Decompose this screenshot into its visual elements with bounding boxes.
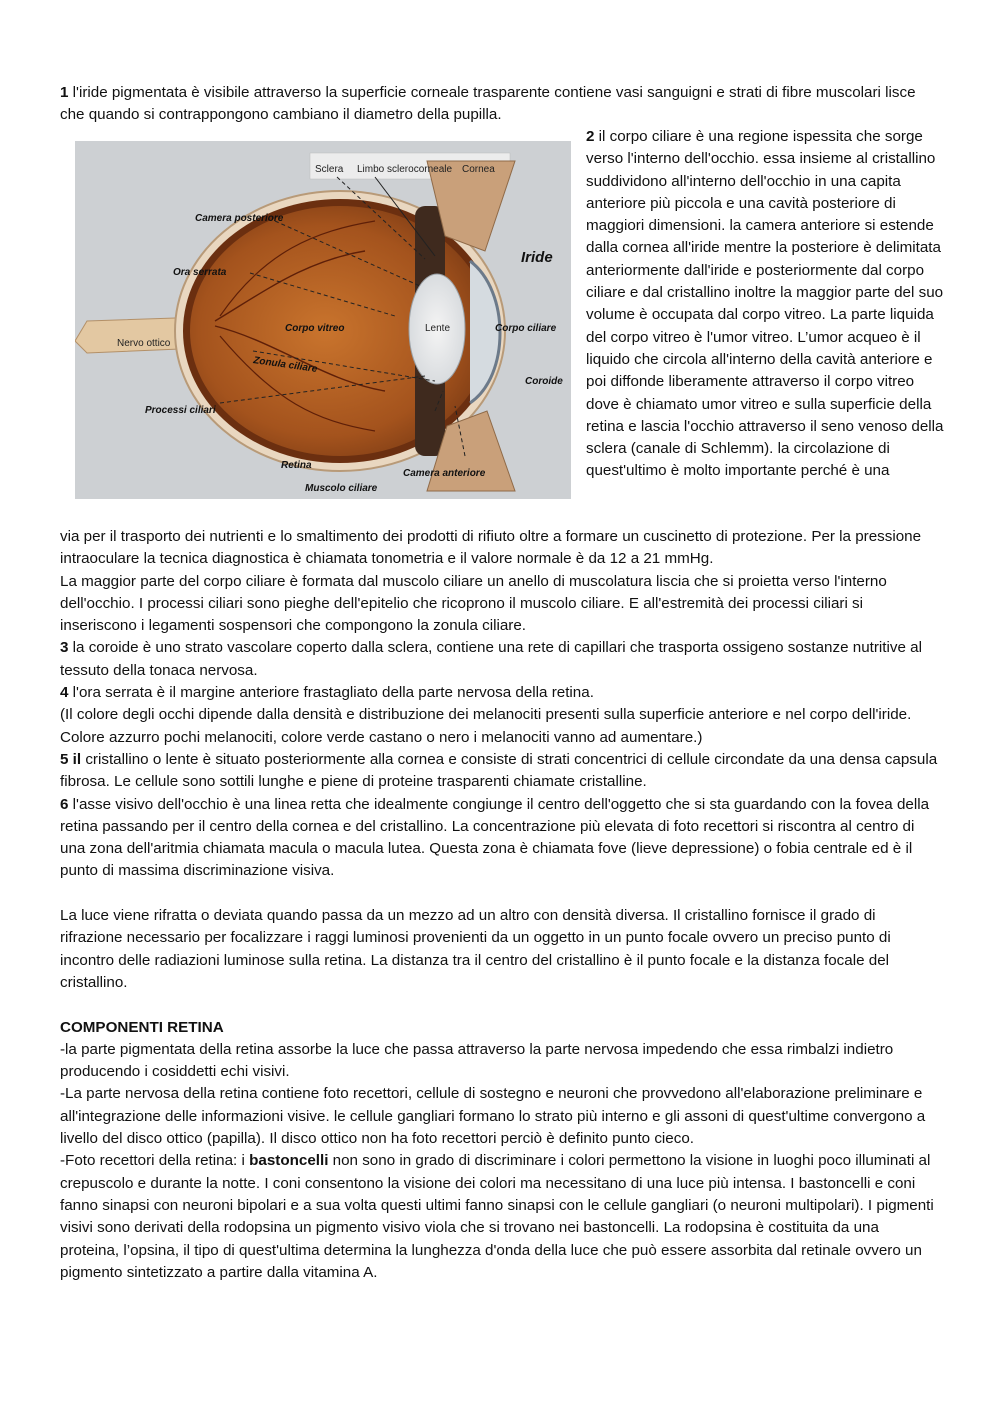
paragraph-1 — [60, 82, 940, 127]
paragraph-text: l'ora serrata è il margine anteriore frastagliato della parte nervosa della retina. — [68, 684, 594, 702]
label-coroide: Coroide — [525, 376, 563, 387]
retina-item-3-bold: bastoncelli — [249, 1152, 329, 1170]
label-cornea: Cornea — [462, 164, 495, 175]
retina-item-3-pre: -Foto recettori della retina: i — [60, 1152, 250, 1170]
body-text-block — [60, 526, 940, 1284]
label-camera-anteriore: Camera anteriore — [403, 468, 486, 479]
paragraph-7: La luce viene rifratta o deviata quando passa da un mezzo ad un altro con densità diversa. Il cristallino fornisce il grado di rifrazione necessario per focalizzare i raggi luminosi provenienti da un oggetto in un punto focale ovvero un preciso punto di incontro delle radiazioni luminose sulla retina. La distanza tra il centro del cristallino è il punto focale e la distanza focale del cristallino. — [60, 907, 891, 991]
retina-item-2: -La parte nervosa della retina contiene foto recettori, cellule di sostegno e neuroni che provvedono all'elaborazione preliminare e all'integrazione delle informazioni visive. le cellule gangliari formano lo strato più interno e gli assoni di quest'ultime convergono a livello del disco ottico (papilla). Il disco ottico non ha foto recettori perciò è definito punto cieco. — [60, 1085, 926, 1148]
paragraph-6 — [60, 794, 940, 883]
retina-item-3 — [60, 1150, 940, 1284]
paragraph-text: l'iride pigmentata è visibile attraverso la superficie corneale trasparente contiene vasi sanguigni e strati di fibre muscolari lisce che quando si contrappongono cambiano il diametro della pupilla. — [60, 84, 916, 124]
label-processi-ciliari: Processi ciliari — [145, 405, 216, 416]
retina-item-3-post: non sono in grado di discriminare i colori permettono la visione in luoghi poco illuminati al crepuscolo e durante la notte. I coni consentono la visione dei colori ma necessitano di una luce più intensa. I bastoncelli e coni fanno sinapsi con neuroni bipolari e a sua volta questi ultimi fanno sinapsi con le cellule gangliari (o neuroni multipolari). I pigmenti visivi sono derivati della rodopsina un pigmento visivo viola che si trovano nei bastoncelli. La rodopsina è costituita da una proteina, l’opsina, il tipo di quest'ultima determina la lunghezza d'onda della luce che può essere assorbita dal retinale ovvero un pigmento sintetizzato a partire dalla vitamina A. — [60, 1152, 934, 1281]
section-heading: COMPONENTI RETINA — [60, 1018, 224, 1036]
label-limbo: Limbo sclerocorneale — [357, 164, 453, 175]
label-iride: Iride — [521, 249, 553, 266]
label-corpo-vitreo: Corpo vitreo — [285, 323, 345, 334]
retina-item-1: -la parte pigmentata della retina assorbe la luce che passa attraverso la parte nervosa impedendo che essa rimbalzi indietro producendo i cosiddetti echi visivi. — [60, 1040, 894, 1081]
paragraph-number: 4 — [60, 684, 69, 702]
paragraph-number: 6 — [60, 795, 69, 813]
paragraph-5 — [60, 749, 940, 794]
paragraph-text: cristallino o lente è situato posteriormente alla cornea e consiste di strati concentrici di cellule circondate da una densa capsula fibrosa. Le cellule sono sottili lunghe e piene di proteine trasparenti chiamate cristalline. — [60, 750, 938, 791]
paragraph-text: la coroide è uno strato vascolare coperto dalla sclera, contiene una rete di capillari che trasporta ossigeno sostanze nutritive al tessuto della tonaca nervosa. — [60, 639, 922, 679]
paragraph-number: 3 — [60, 639, 69, 657]
label-zonula-ciliare: Zonula ciliare — [252, 355, 318, 375]
paragraph-number: 2 — [586, 128, 595, 145]
paragraph-4 — [60, 682, 940, 704]
paragraph-2-continued: via per il trasporto dei nutrienti e lo smaltimento dei prodotti di rifiuto oltre a formare un cuscinetto di protezione. Per la pressione intraoculare la tecnica diagnostica è chiamata tonometria e il valore normale è da 12 a 21 mmHg. — [60, 528, 922, 568]
paragraph-2-extra: La maggior parte del corpo ciliare è formata dal muscolo ciliare un anello di muscolatura liscia che si proietta verso l'interno dell'occhio. I processi ciliari sono pieghe dell'epitelio che ricoprono il muscolo ciliare. E all'estremità dei processi ciliari si inseriscono i legamenti sospensori che compongono la zonula ciliare. — [60, 572, 887, 635]
label-nervo-ottico: Nervo ottico — [117, 338, 171, 349]
paragraph-text: il corpo ciliare è una regione ispessita che sorge verso l'interno dell'occhio. essa insieme al cristallino suddividono all'interno dell'occhio in una capita anteriore più piccola e una cavità posteriore di maggiori dimensioni. la camera anteriore si estende dalla cornea all'iride mentre la posteriore è delimitata anteriormente dall'iride e posteriormente dal corpo ciliare e dal cristallino inoltre la maggior parte del suo volume è occupata dal corpo vitreo. La parte liquida del corpo vitreo è l'umor vitreo. L’umor acqueo è il liquido che circola all'interno della cavità anteriore e poi diffonde liberamente attraverso il corpo vitreo dove è chiamato umor vitreo e sulla superficie della retina e lascia l'occhio attraverso il seno venoso della sclera (canale di Schlemm). la circolazione di quest'ultimo è molto importante perché è una — [586, 128, 944, 480]
label-sclera: Sclera — [315, 164, 344, 175]
paragraph-number: 1 — [60, 84, 69, 101]
eye-diagram — [75, 141, 571, 499]
paragraph-number: 5 il — [60, 750, 82, 768]
label-muscolo-ciliare: Muscolo ciliare — [305, 483, 378, 494]
paragraph-2-column — [586, 126, 946, 483]
label-lente: Lente — [425, 323, 451, 334]
label-ora-serrata: Ora serrata — [173, 267, 227, 278]
eye-anatomy-figure — [75, 141, 571, 499]
label-retina: Retina — [281, 460, 312, 471]
paragraph-3 — [60, 637, 940, 682]
label-corpo-ciliare: Corpo ciliare — [495, 323, 557, 334]
label-camera-posteriore: Camera posteriore — [195, 213, 284, 224]
paragraph-text: l'asse visivo dell'occhio è una linea retta che idealmente congiunge il centro dell'oggetto che si sta guardando con la fovea della retina passando per il centro della cornea e del cristallino. La concentrazione più elevata di foto recettori si riscontra al centro di una zona dell'aritmia chiamata macula o macula lutea. Questa zona è chiamata fove (lieve depressione) o fobia centrale ed è il punto di massima discriminazione visiva. — [60, 795, 930, 880]
paragraph-4-note: (Il colore degli occhi dipende dalla densità e distribuzione dei melanociti presenti sulla superficie anteriore e nel corpo dell'iride. Colore azzurro pochi melanociti, colore verde castano o nero i melanociti vanno ad aumentare.) — [60, 706, 912, 746]
